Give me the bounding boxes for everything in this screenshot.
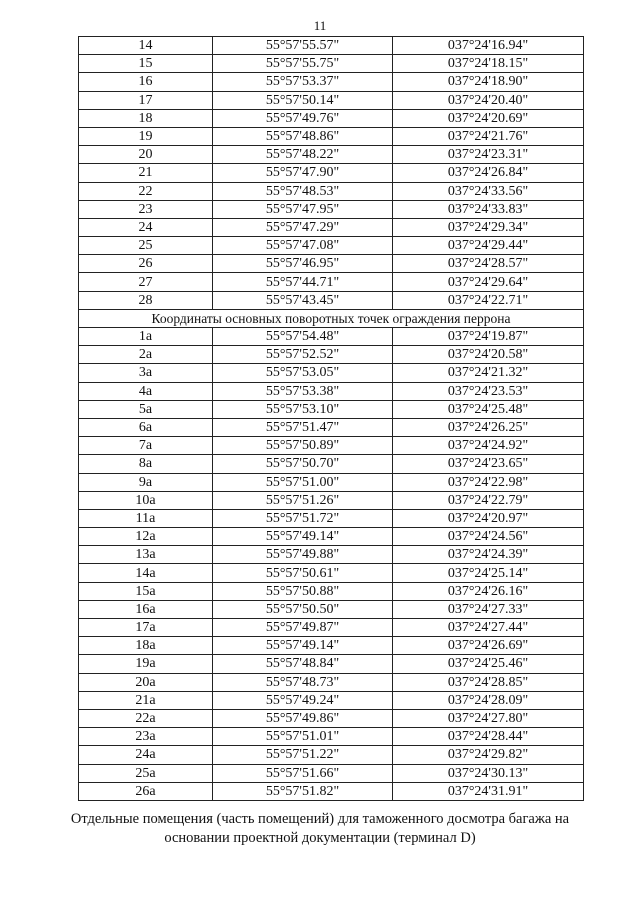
longitude-cell: 037°24'22.98" <box>393 473 584 491</box>
point-number-cell: 20 <box>79 146 213 164</box>
point-number-cell: 20a <box>79 673 213 691</box>
table-row <box>79 455 584 473</box>
table-row <box>79 546 584 564</box>
longitude-cell: 037°24'22.71" <box>393 291 584 309</box>
table-row <box>79 491 584 509</box>
point-number-cell: 4a <box>79 382 213 400</box>
latitude-cell: 55°57'48.73" <box>213 673 393 691</box>
table-row <box>79 37 584 55</box>
table-row <box>79 346 584 364</box>
table-row <box>79 582 584 600</box>
table-row <box>79 418 584 436</box>
point-number-cell: 6a <box>79 418 213 436</box>
latitude-cell: 55°57'55.57" <box>213 37 393 55</box>
longitude-cell: 037°24'20.69" <box>393 109 584 127</box>
latitude-cell: 55°57'53.10" <box>213 400 393 418</box>
latitude-cell: 55°57'49.14" <box>213 528 393 546</box>
latitude-cell: 55°57'51.26" <box>213 491 393 509</box>
latitude-cell: 55°57'48.22" <box>213 146 393 164</box>
point-number-cell: 22a <box>79 709 213 727</box>
table-row <box>79 400 584 418</box>
latitude-cell: 55°57'55.75" <box>213 55 393 73</box>
table-row <box>79 637 584 655</box>
latitude-cell: 55°57'52.52" <box>213 346 393 364</box>
longitude-cell: 037°24'19.87" <box>393 328 584 346</box>
longitude-cell: 037°24'33.83" <box>393 200 584 218</box>
longitude-cell: 037°24'28.44" <box>393 728 584 746</box>
point-number-cell: 25 <box>79 237 213 255</box>
latitude-cell: 55°57'47.95" <box>213 200 393 218</box>
latitude-cell: 55°57'48.53" <box>213 182 393 200</box>
longitude-cell: 037°24'31.91" <box>393 782 584 800</box>
latitude-cell: 55°57'47.08" <box>213 237 393 255</box>
longitude-cell: 037°24'23.31" <box>393 146 584 164</box>
table-row <box>79 255 584 273</box>
table-row <box>79 655 584 673</box>
latitude-cell: 55°57'50.89" <box>213 437 393 455</box>
table-row <box>79 127 584 145</box>
point-number-cell: 15a <box>79 582 213 600</box>
table-row <box>79 146 584 164</box>
latitude-cell: 55°57'51.66" <box>213 764 393 782</box>
point-number-cell: 10a <box>79 491 213 509</box>
longitude-cell: 037°24'21.32" <box>393 364 584 382</box>
table-row <box>79 764 584 782</box>
footer-line-2: основании проектной документации (терминал D) <box>164 830 476 846</box>
longitude-cell: 037°24'25.48" <box>393 400 584 418</box>
longitude-cell: 037°24'33.56" <box>393 182 584 200</box>
table-row <box>79 782 584 800</box>
point-number-cell: 3a <box>79 364 213 382</box>
longitude-cell: 037°24'20.40" <box>393 91 584 109</box>
latitude-cell: 55°57'51.00" <box>213 473 393 491</box>
latitude-cell: 55°57'51.47" <box>213 418 393 436</box>
point-number-cell: 18a <box>79 637 213 655</box>
longitude-cell: 037°24'26.16" <box>393 582 584 600</box>
point-number-cell: 16a <box>79 600 213 618</box>
longitude-cell: 037°24'24.92" <box>393 437 584 455</box>
point-number-cell: 19 <box>79 127 213 145</box>
footer-line-1: Отдельные помещения (часть помещений) для таможенного досмотра багажа на <box>70 811 570 827</box>
point-number-cell: 18 <box>79 109 213 127</box>
coordinates-table-body-bottom <box>79 328 584 801</box>
latitude-cell: 55°57'54.48" <box>213 328 393 346</box>
longitude-cell: 037°24'28.57" <box>393 255 584 273</box>
point-number-cell: 26a <box>79 782 213 800</box>
longitude-cell: 037°24'27.44" <box>393 619 584 637</box>
longitude-cell: 037°24'26.69" <box>393 637 584 655</box>
longitude-cell: 037°24'22.79" <box>393 491 584 509</box>
table-row <box>79 509 584 527</box>
point-number-cell: 23a <box>79 728 213 746</box>
latitude-cell: 55°57'50.88" <box>213 582 393 600</box>
longitude-cell: 037°24'30.13" <box>393 764 584 782</box>
longitude-cell: 037°24'25.14" <box>393 564 584 582</box>
table-row <box>79 273 584 291</box>
longitude-cell: 037°24'20.97" <box>393 509 584 527</box>
longitude-cell: 037°24'21.76" <box>393 127 584 145</box>
longitude-cell: 037°24'27.33" <box>393 600 584 618</box>
longitude-cell: 037°24'28.09" <box>393 691 584 709</box>
point-number-cell: 5a <box>79 400 213 418</box>
longitude-cell: 037°24'28.85" <box>393 673 584 691</box>
latitude-cell: 55°57'51.01" <box>213 728 393 746</box>
longitude-cell: 037°24'16.94" <box>393 37 584 55</box>
point-number-cell: 9a <box>79 473 213 491</box>
latitude-cell: 55°57'51.22" <box>213 746 393 764</box>
latitude-cell: 55°57'46.95" <box>213 255 393 273</box>
point-number-cell: 27 <box>79 273 213 291</box>
latitude-cell: 55°57'49.87" <box>213 619 393 637</box>
longitude-cell: 037°24'29.82" <box>393 746 584 764</box>
point-number-cell: 22 <box>79 182 213 200</box>
latitude-cell: 55°57'53.37" <box>213 73 393 91</box>
section-heading-row <box>79 309 584 327</box>
table-row <box>79 328 584 346</box>
table-row <box>79 364 584 382</box>
point-number-cell: 17 <box>79 91 213 109</box>
table-row <box>79 673 584 691</box>
section-heading-group <box>79 309 584 327</box>
longitude-cell: 037°24'29.34" <box>393 218 584 236</box>
point-number-cell: 2a <box>79 346 213 364</box>
table-row <box>79 709 584 727</box>
section-heading: Координаты основных поворотных точек ограждения перрона <box>79 309 584 327</box>
page-number: 11 <box>313 18 327 33</box>
longitude-cell: 037°24'18.15" <box>393 55 584 73</box>
table-row <box>79 164 584 182</box>
point-number-cell: 14 <box>79 37 213 55</box>
latitude-cell: 55°57'49.24" <box>213 691 393 709</box>
point-number-cell: 7a <box>79 437 213 455</box>
point-number-cell: 12a <box>79 528 213 546</box>
latitude-cell: 55°57'51.72" <box>213 509 393 527</box>
table-row <box>79 619 584 637</box>
table-row <box>79 200 584 218</box>
point-number-cell: 25a <box>79 764 213 782</box>
table-row <box>79 218 584 236</box>
longitude-cell: 037°24'24.56" <box>393 528 584 546</box>
point-number-cell: 28 <box>79 291 213 309</box>
point-number-cell: 14a <box>79 564 213 582</box>
latitude-cell: 55°57'49.86" <box>213 709 393 727</box>
point-number-cell: 24a <box>79 746 213 764</box>
latitude-cell: 55°57'50.14" <box>213 91 393 109</box>
longitude-cell: 037°24'27.80" <box>393 709 584 727</box>
latitude-cell: 55°57'47.29" <box>213 218 393 236</box>
table-row <box>79 437 584 455</box>
longitude-cell: 037°24'18.90" <box>393 73 584 91</box>
point-number-cell: 17a <box>79 619 213 637</box>
coordinates-table <box>78 36 584 801</box>
longitude-cell: 037°24'24.39" <box>393 546 584 564</box>
latitude-cell: 55°57'50.50" <box>213 600 393 618</box>
table-row <box>79 55 584 73</box>
latitude-cell: 55°57'50.61" <box>213 564 393 582</box>
point-number-cell: 21a <box>79 691 213 709</box>
point-number-cell: 19a <box>79 655 213 673</box>
longitude-cell: 037°24'29.44" <box>393 237 584 255</box>
longitude-cell: 037°24'23.65" <box>393 455 584 473</box>
point-number-cell: 24 <box>79 218 213 236</box>
point-number-cell: 8a <box>79 455 213 473</box>
table-row <box>79 109 584 127</box>
point-number-cell: 11a <box>79 509 213 527</box>
longitude-cell: 037°24'20.58" <box>393 346 584 364</box>
table-row <box>79 728 584 746</box>
table-row <box>79 291 584 309</box>
longitude-cell: 037°24'23.53" <box>393 382 584 400</box>
latitude-cell: 55°57'49.76" <box>213 109 393 127</box>
longitude-cell: 037°24'29.64" <box>393 273 584 291</box>
latitude-cell: 55°57'47.90" <box>213 164 393 182</box>
table-row <box>79 73 584 91</box>
longitude-cell: 037°24'26.84" <box>393 164 584 182</box>
coordinates-table-body-top <box>79 37 584 310</box>
latitude-cell: 55°57'43.45" <box>213 291 393 309</box>
point-number-cell: 13a <box>79 546 213 564</box>
longitude-cell: 037°24'26.25" <box>393 418 584 436</box>
footer-caption <box>40 810 600 848</box>
latitude-cell: 55°57'49.88" <box>213 546 393 564</box>
latitude-cell: 55°57'51.82" <box>213 782 393 800</box>
table-row <box>79 600 584 618</box>
latitude-cell: 55°57'48.84" <box>213 655 393 673</box>
table-row <box>79 564 584 582</box>
point-number-cell: 1a <box>79 328 213 346</box>
point-number-cell: 15 <box>79 55 213 73</box>
point-number-cell: 21 <box>79 164 213 182</box>
table-row <box>79 473 584 491</box>
latitude-cell: 55°57'49.14" <box>213 637 393 655</box>
latitude-cell: 55°57'53.38" <box>213 382 393 400</box>
table-row <box>79 237 584 255</box>
latitude-cell: 55°57'44.71" <box>213 273 393 291</box>
latitude-cell: 55°57'48.86" <box>213 127 393 145</box>
table-row <box>79 91 584 109</box>
table-row <box>79 528 584 546</box>
point-number-cell: 26 <box>79 255 213 273</box>
table-row <box>79 182 584 200</box>
table-row <box>79 691 584 709</box>
longitude-cell: 037°24'25.46" <box>393 655 584 673</box>
latitude-cell: 55°57'50.70" <box>213 455 393 473</box>
table-row <box>79 382 584 400</box>
table-row <box>79 746 584 764</box>
point-number-cell: 23 <box>79 200 213 218</box>
point-number-cell: 16 <box>79 73 213 91</box>
latitude-cell: 55°57'53.05" <box>213 364 393 382</box>
